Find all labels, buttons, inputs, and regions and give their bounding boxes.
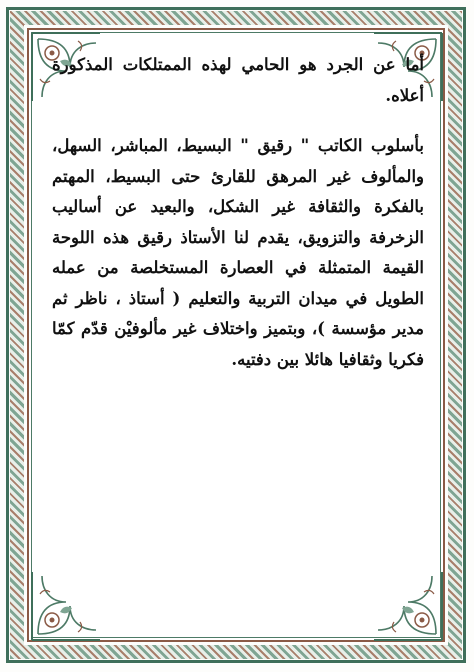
paragraph-2: بأسلوب الكاتب " رقيق " البسيط، المباشر، السهل، والمألوف غير المرهق للقارئ حتى البسيط، المهتم بالفكرة والثقافة غير الشكل، والبعيد عن أساليب الزخرفة والتزويق، يقدم لنا الأستاذ رقيق هذه اللوحة القيمة المتمثلة في العصارة المستخلصة من عمله الطويل في ميدان التربية والتعليم ( أستاذ ، ناظر ثم مدير مؤسسة )، وبتميز واختلاف غير مألوفيْن قدّم كمّا فكريا وثقافيا هائلا بين دفتيه. [52,136,424,369]
document-body [52,50,424,375]
ornamental-corner-icon [30,568,104,642]
paragraph-1: أما عن الجرد هو الحامي لهذه الممتلكات المذكورة أعلاه. [52,55,424,105]
ornamental-corner-icon [370,568,444,642]
